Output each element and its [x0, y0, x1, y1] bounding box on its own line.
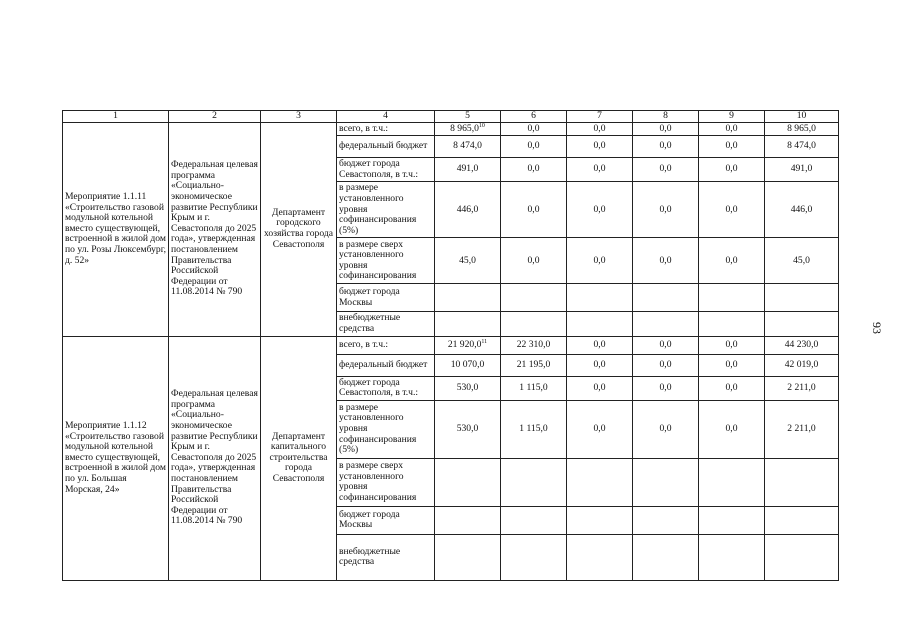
value-cell-7	[567, 158, 633, 182]
value-text: 0,0	[593, 338, 606, 350]
value-cell-7	[567, 400, 633, 458]
value-text: 1 115,0	[519, 381, 548, 393]
value-cell-5	[435, 376, 501, 400]
value-cell-7	[567, 238, 633, 284]
value-cell-5	[435, 284, 501, 312]
value-text: 1 115,0	[519, 422, 548, 434]
value-text: 0,0	[725, 140, 738, 152]
value-text: 0,0	[593, 381, 606, 393]
value-text: 0,0	[527, 203, 540, 215]
value-cell-9	[699, 400, 765, 458]
value-text: 0,0	[725, 122, 738, 134]
program-cell: Федеральная целевая программа «Социально-экономическое развитие Республики Крым и г. Севастополя до 2025 года», утвержденная постановлением Правительства Российской Федерации от 11.08.2014 № 790	[169, 336, 261, 580]
value-text: 0,0	[593, 122, 606, 134]
value-cell-9	[699, 312, 765, 336]
value-cell-7	[567, 122, 633, 136]
value-cell-8	[633, 534, 699, 580]
value-cell-7	[567, 182, 633, 238]
header-col-6: 6	[501, 111, 567, 123]
funding-source-cell: федеральный бюджет	[337, 354, 435, 376]
value-cell-6	[501, 376, 567, 400]
funding-source-cell: в размере сверх установленного уровня софинансирования	[337, 238, 435, 284]
value-cell-9	[699, 284, 765, 312]
funding-source-cell: всего, в т.ч.:	[337, 122, 435, 136]
header-col-2: 2	[169, 111, 261, 123]
value-cell-9	[699, 376, 765, 400]
value-cell-5	[435, 534, 501, 580]
value-cell-6	[501, 400, 567, 458]
value-cell-10	[765, 534, 839, 580]
value-text: 0,0	[725, 338, 738, 350]
value-cell-7	[567, 506, 633, 534]
header-col-5: 5	[435, 111, 501, 123]
value-cell-9	[699, 182, 765, 238]
value-cell-7	[567, 284, 633, 312]
value-cell-9	[699, 534, 765, 580]
header-col-9: 9	[699, 111, 765, 123]
value-cell-10	[765, 122, 839, 136]
header-col-4: 4	[337, 111, 435, 123]
value-cell-9	[699, 238, 765, 284]
funding-source-cell: всего, в т.ч.:	[337, 336, 435, 354]
value-cell-6	[501, 136, 567, 158]
value-cell-10	[765, 506, 839, 534]
value-cell-5	[435, 458, 501, 506]
value-cell-6	[501, 354, 567, 376]
value-cell-8	[633, 122, 699, 136]
value-text: 0,0	[659, 254, 672, 266]
value-text: 491,0	[456, 163, 479, 175]
header-row	[63, 111, 839, 123]
value-cell-6	[501, 458, 567, 506]
value-cell-8	[633, 238, 699, 284]
funding-source-cell: в размере установленного уровня софинансирования (5%)	[337, 182, 435, 238]
value-text: 0,0	[527, 140, 540, 152]
value-text: 2 211,0	[787, 381, 816, 393]
value-text: 0,0	[725, 163, 738, 175]
page-number: 93	[870, 322, 884, 334]
funding-source-cell: внебюджетные средства	[337, 312, 435, 336]
table-row	[63, 336, 839, 354]
value-text: 0,0	[659, 358, 672, 370]
value-text: 0,0	[593, 358, 606, 370]
value-cell-8	[633, 506, 699, 534]
value-text: 530,0	[456, 381, 479, 393]
value-text: 491,0	[790, 163, 813, 175]
value-cell-9	[699, 136, 765, 158]
value-text: 0,0	[725, 358, 738, 370]
value-text: 45,0	[459, 254, 476, 266]
value-cell-10	[765, 354, 839, 376]
value-cell-5	[435, 182, 501, 238]
value-cell-6	[501, 312, 567, 336]
value-cell-10	[765, 158, 839, 182]
value-cell-6	[501, 238, 567, 284]
value-text: 0,0	[659, 338, 672, 350]
funding-source-cell: внебюджетные средства	[337, 534, 435, 580]
value-text: 0,0	[725, 422, 738, 434]
header-col-3: 3	[261, 111, 337, 123]
value-cell-10	[765, 238, 839, 284]
value-cell-10	[765, 458, 839, 506]
value-text: 2 211,0	[787, 422, 816, 434]
value-text: 0,0	[725, 381, 738, 393]
value-cell-10	[765, 182, 839, 238]
value-cell-7	[567, 354, 633, 376]
value-cell-9	[699, 458, 765, 506]
header-col-10: 10	[765, 111, 839, 123]
funding-source-cell: в размере сверх установленного уровня софинансирования	[337, 458, 435, 506]
value-text: 0,0	[593, 163, 606, 175]
value-text: 446,0	[456, 203, 479, 215]
value-text: 42 019,0	[784, 358, 819, 370]
value-text: 0,0	[659, 163, 672, 175]
value-cell-6	[501, 182, 567, 238]
funding-source-cell: бюджет города Севастополя, в т.ч.:	[337, 376, 435, 400]
value-cell-10	[765, 136, 839, 158]
department-cell: Департамент городского хозяйства города Севастополя	[261, 122, 337, 336]
value-cell-9	[699, 336, 765, 354]
table-body	[63, 122, 839, 580]
value-cell-10	[765, 400, 839, 458]
value-cell-9	[699, 354, 765, 376]
table-row	[63, 122, 839, 136]
value-cell-7	[567, 312, 633, 336]
value-text: 530,0	[456, 422, 479, 434]
department-cell: Департамент капитального строительства города Севастополя	[261, 336, 337, 580]
value-cell-8	[633, 312, 699, 336]
value-text: 0,0	[659, 122, 672, 134]
header-col-8: 8	[633, 111, 699, 123]
value-cell-9	[699, 158, 765, 182]
value-cell-6	[501, 158, 567, 182]
value-cell-5	[435, 238, 501, 284]
value-text: 10 070,0	[450, 358, 485, 370]
footnote-marker: 10	[478, 122, 485, 129]
value-text: 0,0	[659, 203, 672, 215]
value-cell-10	[765, 284, 839, 312]
funding-source-cell: бюджет города Москвы	[337, 506, 435, 534]
value-cell-6	[501, 506, 567, 534]
value-cell-8	[633, 354, 699, 376]
funding-source-cell: федеральный бюджет	[337, 136, 435, 158]
value-text: 0,0	[593, 422, 606, 434]
funding-source-cell: в размере установленного уровня софинансирования (5%)	[337, 400, 435, 458]
funding-source-cell: бюджет города Севастополя, в т.ч.:	[337, 158, 435, 182]
value-text: 0,0	[659, 381, 672, 393]
header-col-7: 7	[567, 111, 633, 123]
value-cell-7	[567, 376, 633, 400]
value-cell-5	[435, 158, 501, 182]
value-cell-8	[633, 182, 699, 238]
footnote-marker: 11	[481, 338, 488, 345]
value-text: 0,0	[725, 254, 738, 266]
measure-cell: Мероприятие 1.1.11 «Строительство газовой модульной котельной вместо существующей, встроенной в жилой дом по ул. Розы Люксембург, д. 52»	[63, 122, 169, 336]
value-cell-7	[567, 458, 633, 506]
value-cell-6	[501, 284, 567, 312]
value-text: 21 920,0	[447, 338, 482, 350]
value-text: 8 474,0	[787, 140, 816, 152]
value-text: 0,0	[527, 122, 540, 134]
value-cell-8	[633, 400, 699, 458]
value-text: 0,0	[593, 254, 606, 266]
value-cell-5	[435, 400, 501, 458]
value-cell-8	[633, 136, 699, 158]
value-text: 22 310,0	[516, 338, 551, 350]
value-text: 8 965,0	[787, 122, 816, 134]
value-cell-9	[699, 506, 765, 534]
header-col-1: 1	[63, 111, 169, 123]
value-cell-7	[567, 136, 633, 158]
value-text: 0,0	[659, 140, 672, 152]
value-text: 446,0	[790, 203, 813, 215]
value-text: 21 195,0	[516, 358, 551, 370]
value-cell-7	[567, 534, 633, 580]
value-cell-8	[633, 158, 699, 182]
value-cell-9	[699, 122, 765, 136]
value-text: 0,0	[725, 203, 738, 215]
value-cell-6	[501, 534, 567, 580]
value-cell-8	[633, 458, 699, 506]
value-cell-5	[435, 136, 501, 158]
value-cell-5	[435, 354, 501, 376]
value-cell-8	[633, 336, 699, 354]
value-text: 0,0	[593, 140, 606, 152]
value-text: 44 230,0	[784, 338, 819, 350]
value-cell-6	[501, 336, 567, 354]
value-cell-8	[633, 376, 699, 400]
value-cell-5	[435, 336, 501, 354]
value-cell-10	[765, 376, 839, 400]
value-cell-10	[765, 312, 839, 336]
value-text: 0,0	[593, 203, 606, 215]
value-text: 45,0	[793, 254, 810, 266]
value-cell-8	[633, 284, 699, 312]
funding-source-cell: бюджет города Москвы	[337, 284, 435, 312]
value-cell-6	[501, 122, 567, 136]
value-text: 0,0	[527, 254, 540, 266]
value-cell-5	[435, 506, 501, 534]
program-cell: Федеральная целевая программа «Социально-экономическое развитие Республики Крым и г. Севастополя до 2025 года», утвержденная постановлением Правительства Российской Федерации от 11.08.2014 № 790	[169, 122, 261, 336]
value-text: 0,0	[527, 163, 540, 175]
value-cell-10	[765, 336, 839, 354]
value-text: 8 474,0	[453, 140, 482, 152]
value-cell-7	[567, 336, 633, 354]
value-cell-5	[435, 122, 501, 136]
funding-table	[62, 110, 839, 581]
measure-cell: Мероприятие 1.1.12 «Строительство газовой модульной котельной вместо существующей, встроенной в жилой дом по ул. Большая Морская, 24»	[63, 336, 169, 580]
value-cell-5	[435, 312, 501, 336]
value-text: 0,0	[659, 422, 672, 434]
value-text: 8 965,0	[450, 122, 479, 134]
